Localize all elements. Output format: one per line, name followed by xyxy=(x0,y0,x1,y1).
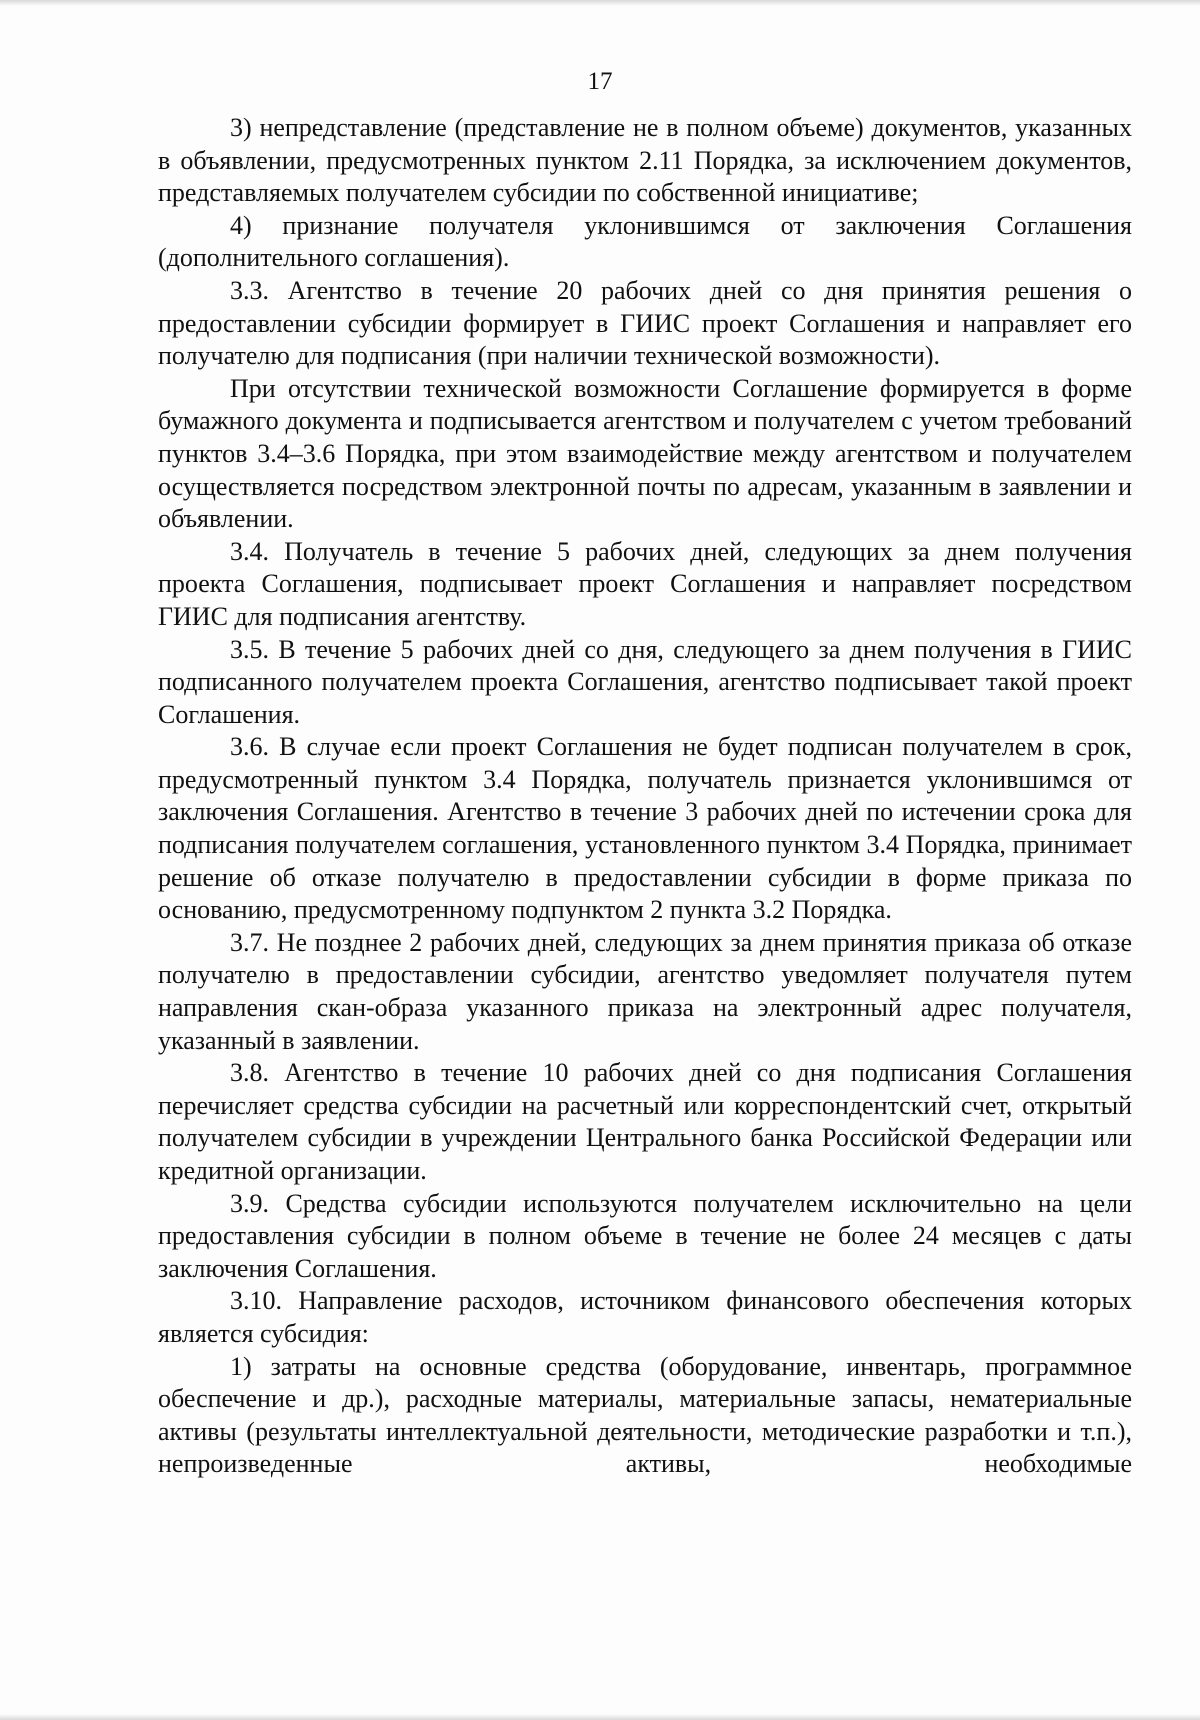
paragraph: 3.6. В случае если проект Соглашения не будет подписан получателем в срок, предусмотренный пунктом 3.4 Порядка, получатель признается уклонившимся от заключения Соглашения. Агентство в течение 3 рабочих дней по истечении срока для подписания получателем соглашения, установленного пунктом 3.4 Порядка, принимает решение об отказе получателю в предоставлении субсидии в форме приказа по основанию, предусмотренному подпунктом 2 пункта 3.2 Порядка. xyxy=(158,732,1132,925)
paragraph: 3.3. Агентство в течение 20 рабочих дней со дня принятия решения о предоставлении субсидии формирует в ГИИС проект Соглашения и направляет его получателю для подписания (при наличии технической возможности). xyxy=(158,275,1132,371)
paragraph: 3.7. Не позднее 2 рабочих дней, следующих за днем принятия приказа об отказе получателю в предоставлении субсидии, агентство уведомляет получателя путем направления скан-образа указанного приказа на электронный адрес получателя, указанный в заявлении. xyxy=(158,927,1132,1055)
paragraph: При отсутствии технической возможности Соглашение формируется в форме бумажного документа и подписывается агентством и получателем с учетом требований пунктов 3.4–3.6 Порядка, при этом взаимодействие между агентством и получателем осуществляется посредством электронной почты по адресам, указанным в заявлении и объявлении. xyxy=(158,373,1132,534)
scan-top-edge xyxy=(0,0,1200,6)
paragraph: 3) непредставление (представление не в полном объеме) документов, указанных в объявлении, предусмотренных пунктом 2.11 Порядка, за исключением документов, представляемых получателем субсидии по собственной инициативе; xyxy=(158,113,1132,208)
paragraph: 3.4. Получатель в течение 5 рабочих дней, следующих за днем получения проекта Соглашения, подписывает проект Соглашения и направляет посредством ГИИС для подписания агентству. xyxy=(158,536,1132,631)
paragraph: 3.10. Направление расходов, источником финансового обеспечения которых является субсидия: xyxy=(158,1286,1132,1348)
paragraph: 4) признание получателя уклонившимся от заключения Соглашения (дополнительного соглашения). xyxy=(158,210,1132,273)
paragraph-last-line-justified: 1) затраты на основные средства (оборудование, инвентарь, программное обеспечение и др.), расходные материалы, материальные запасы, нематериальные активы (результаты интеллектуальной деятельности, методические разработки и т.п.), непроизведенные активы, необходимые xyxy=(158,1351,1132,1479)
paragraph: 3.5. В течение 5 рабочих дней со дня, следующего за днем получения в ГИИС подписанного получателем проекта Соглашения, агентство подписывает такой проект Соглашения. xyxy=(158,634,1132,729)
page-number: 17 xyxy=(587,68,613,95)
paragraph: 3.9. Средства субсидии используются получателем исключительно на цели предоставления субсидии в полном объеме в течение не более 24 месяцев с даты заключения Соглашения. xyxy=(158,1188,1132,1283)
paragraph: 3.8. Агентство в течение 10 рабочих дней со дня подписания Соглашения перечисляет средства субсидии на расчетный или корреспондентский счет, открытый получателем субсидии в учреждении Центрального банка Российской Федерации или кредитной организации. xyxy=(158,1058,1132,1185)
document-body xyxy=(158,112,1132,1481)
scan-bottom-edge xyxy=(0,1714,1200,1720)
